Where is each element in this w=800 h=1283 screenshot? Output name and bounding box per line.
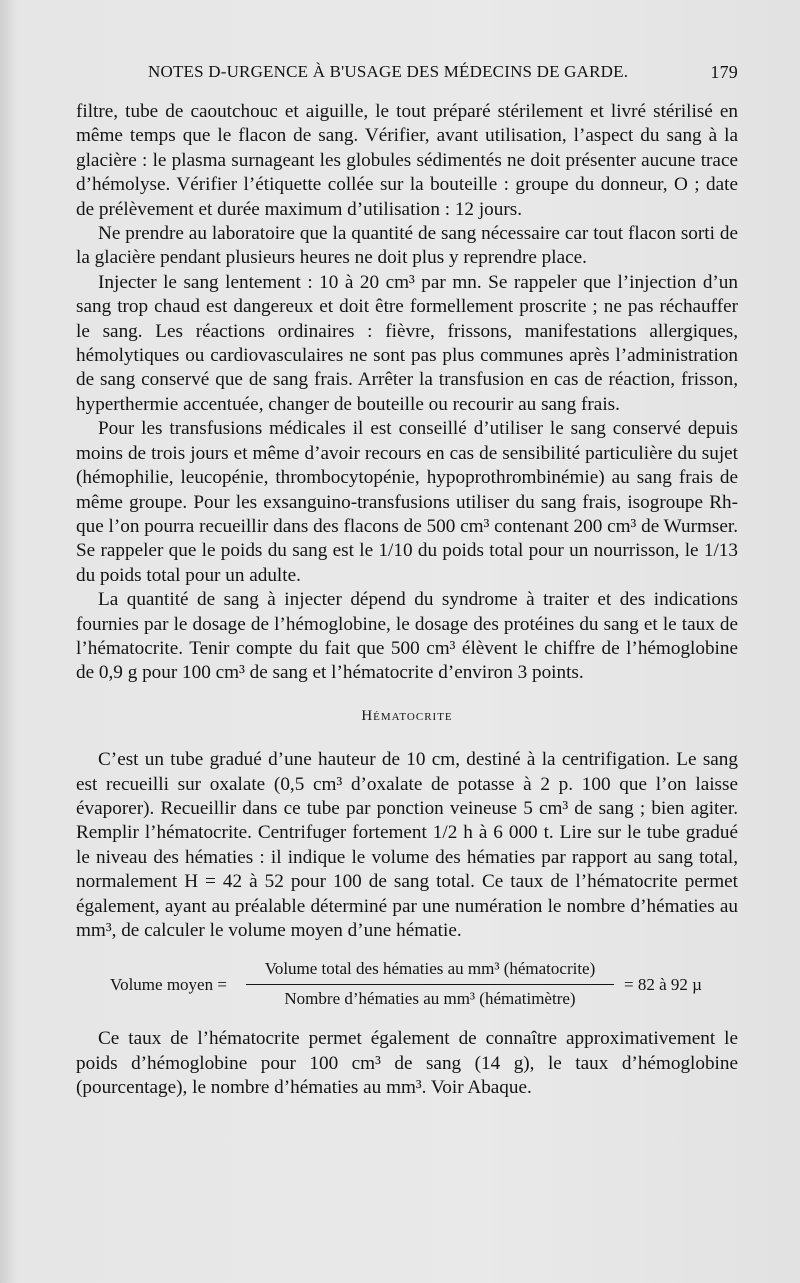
paragraph-2: Ne prendre au laboratoire que la quantité de sang nécessaire car tout flacon sorti de la glacière pendant plusieurs heures ne doit plus y reprendre place. (76, 223, 738, 269)
formula-lhs: Volume moyen = (110, 975, 227, 995)
formula-rhs: = 82 à 92 µ (624, 975, 702, 995)
running-head (148, 62, 738, 90)
section-paragraph: C’est un tube gradué d’une hauteur de 10 cm, destiné à la centrifigation. Le sang est recueilli sur oxalate (0,5 cm³ d’oxalate de potasse à 2 p. 100 que l’on laisse évaporer). Recueillir dans ce tube par ponction veineuse 5 cm³ de sang ; bien agiter. Remplir l’hématocrite. Centrifuger fortement 1/2 h à 6 000 t. Lire sur le tube gradué le niveau des hématies : il indique le volume des hématies par rapport au sang total, normalement H = 42 à 52 pour 100 de sang total. Ce taux de l’hématocrite permet également, ayant au préalable déterminé par une numération le nombre d’hématies au mm³, de calculer le volume moyen d’une hématie. (76, 749, 738, 941)
running-title: NOTES D-URGENCE À B'USAGE DES MÉDECINS DE GARDE. (148, 62, 629, 81)
paragraph-4: Pour les transfusions médicales il est conseillé d’utiliser le sang conservé depuis moins de trois jours et même d’avoir recours en cas de sensibilité particulière du sujet (hémophilie, leucopénie, thrombocytopénie, hypoprothrombinémie) au sang frais de même groupe. Pour les exsanguino-transfusions utiliser du sang frais, isogroupe Rh- que l’on pourra recueillir dans des flacons de 500 cm³ contenant 200 cm³ de Wurmser. Se rappeler que le poids du sang est le 1/10 du poids total pour un nourrisson, le 1/13 du poids total pour un adulte. (76, 418, 739, 586)
section-heading: Hématocrite (361, 707, 453, 724)
page-number: 179 (710, 62, 738, 82)
body-text (76, 100, 738, 1101)
formula (76, 955, 738, 1013)
formula-denominator: Nombre d’hématies au mm³ (hématimètre) (284, 988, 576, 1008)
paragraph-3: Injecter le sang lentement : 10 à 20 cm³ par mn. Se rappeler que l’injection d’un sang trop chaud est dangereux et doit être formellement proscrite ; ne pas réchauffer le sang. Les réactions ordinaires : fièvre, frissons, manifestations allergiques, hémolytiques ou cardiovasculaires ne sont pas plus communes après l’administration de sang conservé que de sang frais. Arrêter la transfusion en cas de réaction, frisson, hyperthermie accentuée, changer de bouteille ou recourir au sang frais. (76, 271, 738, 415)
closing-paragraph: Ce taux de l’hématocrite permet également de connaître approximativement le poids d’hémoglobine pour 100 cm³ de sang (14 g), le taux d’hémoglobine (pourcentage), le nombre d’hématies au mm³. Voir Abaque. (76, 1028, 738, 1099)
paragraph-5: La quantité de sang à injecter dépend du syndrome à traiter et des indications fournies par le dosage de l’hémoglobine, le dosage des protéines du sang et le taux de l’hématocrite. Tenir compte du fait que 500 cm³ élèvent le chiffre de l’hémoglobine de 0,9 g pour 100 cm³ de sang et l’hématocrite d’environ 3 points. (76, 589, 738, 684)
paragraph-1: filtre, tube de caoutchouc et aiguille, le tout préparé stérilement et livré stérilisé en même temps que le flacon de sang. Vérifier, avant utilisation, l’aspect du sang à la glacière : le plasma surnageant les globules sédimentés ne doit présenter aucune trace d’hémolyse. Vérifier l’étiquette collée sur la bouteille : groupe du donneur, O ; date de prélèvement et durée maximum d’utilisation : 12 jours. (76, 101, 738, 220)
formula-numerator: Volume total des hématies au mm³ (hématocrite) (246, 957, 614, 984)
formula-fraction (246, 957, 614, 1011)
